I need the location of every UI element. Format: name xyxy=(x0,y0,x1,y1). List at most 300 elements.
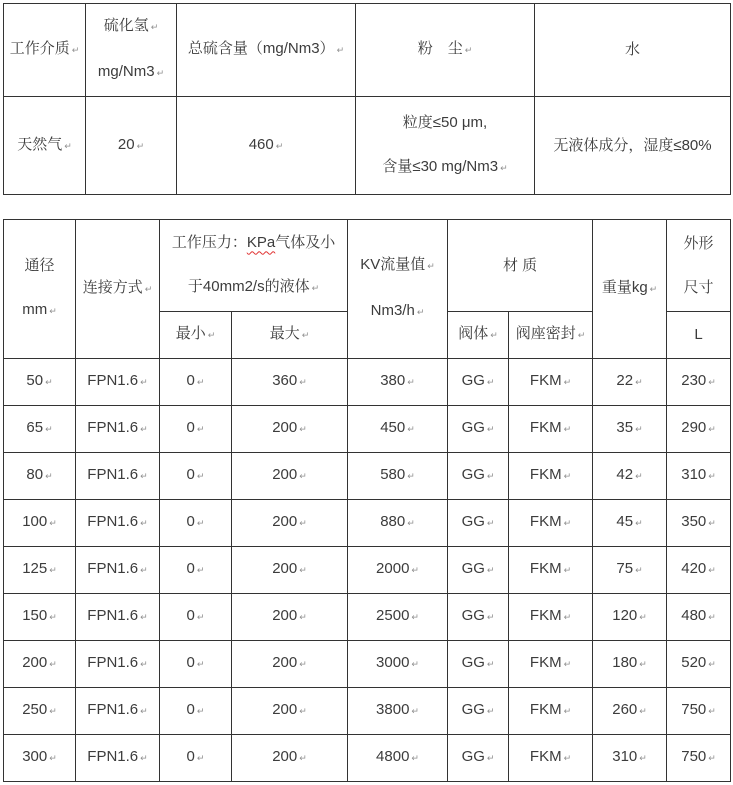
paragraph-mark-icon: ↵ xyxy=(64,141,72,152)
spellcheck-underlined-text: KPa xyxy=(246,233,276,251)
cell-text: 880 xyxy=(380,513,406,530)
cell-text: L xyxy=(694,326,703,343)
paragraph-mark-icon: ↵ xyxy=(563,378,572,388)
cell-line xyxy=(160,688,231,734)
spec-data-cell xyxy=(232,359,348,406)
paragraph-mark-icon: ↵ xyxy=(49,519,57,529)
cell-line xyxy=(160,547,231,593)
spec-data-cell xyxy=(667,688,731,735)
spec-data-cell xyxy=(667,547,731,594)
cell-text: 380 xyxy=(380,372,406,389)
cell-text: 150 xyxy=(22,607,48,624)
spec-data-cell xyxy=(593,547,667,594)
cell-line xyxy=(448,244,592,288)
paragraph-mark-icon: ↵ xyxy=(635,378,643,388)
cell-text: 200 xyxy=(272,419,298,436)
paragraph-mark-icon: ↵ xyxy=(299,566,307,576)
cell-text: 0 xyxy=(186,419,195,436)
cell-text: 42 xyxy=(616,466,634,483)
spec-data-cell xyxy=(348,359,448,406)
cell-line xyxy=(348,641,447,687)
paragraph-mark-icon: ↵ xyxy=(416,308,425,318)
spec-data-cell xyxy=(232,735,348,782)
spec-data-cell xyxy=(232,453,348,500)
spec-data-cell xyxy=(348,453,448,500)
cell-line xyxy=(160,312,231,358)
spec-data-cell xyxy=(509,594,593,641)
header-cell-diameter xyxy=(4,220,76,359)
cell-line xyxy=(593,453,666,499)
spec-data-cell xyxy=(4,547,76,594)
cell-line xyxy=(448,641,508,687)
spec-data-cell xyxy=(232,500,348,547)
spec-data-cell xyxy=(4,500,76,547)
cell-text: 2000 xyxy=(376,560,410,577)
cell-text: 75 xyxy=(616,560,634,577)
header-cell-material xyxy=(448,220,593,312)
paragraph-mark-icon: ↵ xyxy=(196,425,205,435)
cell-line xyxy=(535,28,730,72)
spec-data-cell xyxy=(76,735,160,782)
paragraph-mark-icon: ↵ xyxy=(71,46,80,56)
spec-data-row xyxy=(4,453,731,500)
spec-data-cell xyxy=(232,688,348,735)
paragraph-mark-icon: ↵ xyxy=(563,425,572,435)
spec-data-cell xyxy=(160,500,232,547)
spec-data-row xyxy=(4,500,731,547)
paragraph-mark-icon: ↵ xyxy=(563,613,572,623)
spec-data-cell xyxy=(667,500,731,547)
paragraph-mark-icon: ↵ xyxy=(196,378,205,388)
paragraph-mark-icon: ↵ xyxy=(639,613,647,623)
paragraph-mark-icon: ↵ xyxy=(407,378,415,388)
paragraph-mark-icon: ↵ xyxy=(486,613,495,623)
cell-text: 3800 xyxy=(376,701,410,718)
header-cell-min xyxy=(160,312,232,359)
cell-text: 0 xyxy=(186,560,195,577)
cell-line xyxy=(509,735,592,781)
cell-line xyxy=(76,359,159,405)
header-cell-dust xyxy=(356,4,535,97)
cell-text: 阀座密封 xyxy=(515,325,576,342)
cell-line xyxy=(232,406,347,452)
cell-text: 80 xyxy=(26,466,44,483)
spec-data-row xyxy=(4,406,731,453)
cell-line xyxy=(448,453,508,499)
paragraph-mark-icon: ↵ xyxy=(140,472,148,482)
paragraph-mark-icon: ↵ xyxy=(275,141,284,152)
cell-text: mg/Nm3 xyxy=(97,63,155,80)
paragraph-mark-icon: ↵ xyxy=(140,378,148,388)
cell-line xyxy=(667,359,730,405)
cell-line xyxy=(348,289,447,335)
cell-text: 4800 xyxy=(376,748,410,765)
cell-line xyxy=(667,313,730,357)
paragraph-mark-icon: ↵ xyxy=(299,472,307,482)
paragraph-mark-icon: ↵ xyxy=(639,707,647,717)
spec-data-cell xyxy=(593,500,667,547)
cell-line xyxy=(4,594,75,640)
spec-data-row xyxy=(4,359,731,406)
header-cell-working-pressure xyxy=(160,220,348,312)
paragraph-mark-icon: ↵ xyxy=(635,566,643,576)
spec-data-cell xyxy=(76,500,160,547)
paragraph-mark-icon: ↵ xyxy=(140,425,148,435)
paragraph-mark-icon: ↵ xyxy=(196,754,205,764)
paragraph-mark-icon: ↵ xyxy=(411,660,419,670)
cell-line xyxy=(4,27,85,73)
spec-data-cell xyxy=(509,547,593,594)
cell-line xyxy=(232,688,347,734)
paragraph-mark-icon: ↵ xyxy=(196,472,205,482)
spec-data-cell xyxy=(76,406,160,453)
cell-line xyxy=(160,641,231,687)
paragraph-mark-icon: ↵ xyxy=(299,519,307,529)
spec-data-cell xyxy=(348,688,448,735)
cell-line xyxy=(76,594,159,640)
paragraph-mark-icon: ↵ xyxy=(563,472,572,482)
paragraph-mark-icon: ↵ xyxy=(639,754,647,764)
cell-text: FPN1.6 xyxy=(87,419,139,436)
spec-data-cell xyxy=(160,359,232,406)
paragraph-mark-icon: ↵ xyxy=(486,378,495,388)
cell-text: FKM xyxy=(529,372,562,389)
cell-line xyxy=(593,735,666,781)
cell-text: 450 xyxy=(380,419,406,436)
cell-text: 200 xyxy=(22,654,48,671)
cell-line xyxy=(86,50,176,96)
cell-line xyxy=(667,500,730,546)
cell-text: 65 xyxy=(26,419,44,436)
cell-text: 工作压力： xyxy=(171,233,247,251)
header-cell-connection xyxy=(76,220,160,359)
medium-table-data-row xyxy=(4,97,731,195)
spec-data-cell xyxy=(448,547,509,594)
cell-text: 天然气 xyxy=(17,135,63,153)
cell-line xyxy=(667,406,730,452)
spec-data-cell xyxy=(509,359,593,406)
cell-line xyxy=(509,641,592,687)
spec-header-row-1 xyxy=(4,220,731,312)
cell-text: 310 xyxy=(681,466,707,483)
paragraph-mark-icon: ↵ xyxy=(708,425,716,435)
spec-data-cell xyxy=(509,500,593,547)
cell-line xyxy=(667,266,730,310)
paragraph-mark-icon: ↵ xyxy=(150,23,159,33)
paragraph-mark-icon: ↵ xyxy=(708,378,716,388)
cell-text: FKM xyxy=(529,513,562,530)
cell-text: FKM xyxy=(529,466,562,483)
paragraph-mark-icon: ↵ xyxy=(708,472,716,482)
spec-data-cell xyxy=(593,735,667,782)
paragraph-mark-icon: ↵ xyxy=(577,331,586,341)
cell-text: 120 xyxy=(612,607,638,624)
cell-line xyxy=(348,500,447,546)
medium-table-header-row xyxy=(4,4,731,97)
spec-data-cell xyxy=(348,547,448,594)
cell-line xyxy=(356,27,534,73)
spec-data-cell xyxy=(4,641,76,688)
spec-data-cell xyxy=(593,359,667,406)
cell-text: FPN1.6 xyxy=(87,748,139,765)
cell-text: 硫化氢 xyxy=(103,17,149,34)
cell-text: FPN1.6 xyxy=(87,513,139,530)
cell-text: 外形 xyxy=(683,234,714,252)
paragraph-mark-icon: ↵ xyxy=(563,660,572,670)
cell-medium-value xyxy=(4,97,86,195)
spec-table-body xyxy=(4,359,731,782)
spec-data-cell xyxy=(509,735,593,782)
cell-line xyxy=(509,500,592,546)
spec-data-cell xyxy=(160,688,232,735)
paragraph-mark-icon: ↵ xyxy=(196,519,205,529)
cell-text: 125 xyxy=(22,560,48,577)
spec-data-cell xyxy=(160,641,232,688)
paragraph-mark-icon: ↵ xyxy=(136,141,145,152)
cell-text: 750 xyxy=(681,701,707,718)
cell-text: 工作介质 xyxy=(9,40,70,57)
paragraph-mark-icon: ↵ xyxy=(411,754,419,764)
spec-data-cell xyxy=(509,453,593,500)
cell-line xyxy=(593,406,666,452)
spec-data-cell xyxy=(4,688,76,735)
spec-data-cell xyxy=(448,735,509,782)
paragraph-mark-icon: ↵ xyxy=(336,46,345,56)
cell-text: FPN1.6 xyxy=(87,372,139,389)
cell-text: 290 xyxy=(681,419,707,436)
cell-line xyxy=(509,453,592,499)
cell-text: 总硫含量（mg/Nm3） xyxy=(187,40,335,57)
paragraph-mark-icon: ↵ xyxy=(708,660,716,670)
cell-line xyxy=(232,735,347,781)
cell-text: FPN1.6 xyxy=(87,607,139,624)
cell-line xyxy=(509,312,592,358)
spec-data-cell xyxy=(4,359,76,406)
cell-text: 100 xyxy=(22,513,48,530)
cell-line xyxy=(4,359,75,405)
header-cell-h2s xyxy=(86,4,177,97)
spec-data-cell xyxy=(667,453,731,500)
spec-data-cell xyxy=(509,406,593,453)
spec-data-cell xyxy=(667,406,731,453)
cell-total-sulfur-value xyxy=(177,97,356,195)
paragraph-mark-icon: ↵ xyxy=(299,425,307,435)
cell-text: 230 xyxy=(681,372,707,389)
cell-line xyxy=(667,547,730,593)
cell-text: 重量kg xyxy=(601,279,648,296)
cell-text: FPN1.6 xyxy=(87,466,139,483)
cell-text: 50 xyxy=(26,372,44,389)
cell-line xyxy=(177,27,355,73)
working-medium-table xyxy=(3,3,731,195)
cell-line xyxy=(593,641,666,687)
spec-data-cell xyxy=(232,594,348,641)
cell-text: 200 xyxy=(272,466,298,483)
cell-text: FKM xyxy=(529,701,562,718)
paragraph-mark-icon: ↵ xyxy=(49,566,57,576)
cell-line xyxy=(509,406,592,452)
paragraph-mark-icon: ↵ xyxy=(486,754,495,764)
cell-text: 480 xyxy=(681,607,707,624)
paragraph-mark-icon: ↵ xyxy=(45,472,53,482)
paragraph-mark-icon: ↵ xyxy=(299,378,307,388)
cell-line xyxy=(356,145,534,191)
cell-text: KV流量值 xyxy=(360,256,426,273)
paragraph-mark-icon: ↵ xyxy=(486,566,495,576)
cell-line xyxy=(232,453,347,499)
paragraph-mark-icon: ↵ xyxy=(196,660,205,670)
spec-data-cell xyxy=(448,500,509,547)
cell-text: 200 xyxy=(272,701,298,718)
cell-text: 0 xyxy=(186,654,195,671)
paragraph-mark-icon: ↵ xyxy=(49,754,57,764)
spec-data-cell xyxy=(593,688,667,735)
spec-data-cell xyxy=(76,359,160,406)
paragraph-mark-icon: ↵ xyxy=(635,425,643,435)
cell-line xyxy=(160,221,347,265)
cell-text: 0 xyxy=(186,466,195,483)
paragraph-mark-icon: ↵ xyxy=(407,519,415,529)
cell-text: 最小 xyxy=(175,325,206,342)
paragraph-mark-icon: ↵ xyxy=(635,519,643,529)
spec-data-row xyxy=(4,641,731,688)
spec-data-cell xyxy=(4,735,76,782)
cell-text: FKM xyxy=(529,607,562,624)
spec-data-cell xyxy=(448,406,509,453)
paragraph-mark-icon: ↵ xyxy=(196,566,205,576)
paragraph-mark-icon: ↵ xyxy=(427,262,435,272)
cell-text: GG xyxy=(461,513,485,530)
cell-line xyxy=(448,500,508,546)
cell-line xyxy=(4,735,75,781)
cell-text: 35 xyxy=(616,419,634,436)
spec-data-cell xyxy=(76,594,160,641)
paragraph-mark-icon: ↵ xyxy=(140,660,148,670)
cell-text: 310 xyxy=(612,748,638,765)
cell-line xyxy=(76,266,159,312)
cell-line xyxy=(509,688,592,734)
cell-text: 200 xyxy=(272,513,298,530)
cell-text: 尺寸 xyxy=(683,278,714,296)
cell-text: GG xyxy=(461,372,485,389)
cell-text: 520 xyxy=(681,654,707,671)
cell-text: 360 xyxy=(272,372,298,389)
cell-text: FKM xyxy=(529,748,562,765)
paragraph-mark-icon: ↵ xyxy=(563,519,572,529)
cell-line xyxy=(160,735,231,781)
spec-data-row xyxy=(4,688,731,735)
cell-text: 420 xyxy=(681,560,707,577)
cell-text: 22 xyxy=(616,372,634,389)
cell-line xyxy=(4,123,85,169)
paragraph-mark-icon: ↵ xyxy=(49,613,57,623)
paragraph-mark-icon: ↵ xyxy=(299,660,307,670)
spec-data-cell xyxy=(76,547,160,594)
paragraph-mark-icon: ↵ xyxy=(45,425,53,435)
cell-text: 3000 xyxy=(376,654,410,671)
paragraph-mark-icon: ↵ xyxy=(156,69,165,79)
cell-text: FPN1.6 xyxy=(87,701,139,718)
header-cell-total-sulfur xyxy=(177,4,356,97)
cell-text: 0 xyxy=(186,748,195,765)
cell-line xyxy=(160,406,231,452)
spec-data-cell xyxy=(4,594,76,641)
cell-line xyxy=(160,594,231,640)
spec-data-cell xyxy=(509,641,593,688)
spec-data-cell xyxy=(448,688,509,735)
paragraph-mark-icon: ↵ xyxy=(563,754,572,764)
cell-water-value xyxy=(535,97,731,195)
spec-data-cell xyxy=(667,594,731,641)
cell-text: 350 xyxy=(681,513,707,530)
cell-line xyxy=(232,547,347,593)
spec-data-cell xyxy=(348,641,448,688)
cell-line xyxy=(160,500,231,546)
spec-data-cell xyxy=(448,594,509,641)
cell-text: 45 xyxy=(616,513,634,530)
paragraph-mark-icon: ↵ xyxy=(486,660,495,670)
cell-line xyxy=(593,266,666,312)
cell-line xyxy=(4,244,75,288)
cell-text: 无液体成分，湿度≤80% xyxy=(553,136,712,154)
cell-line xyxy=(4,288,75,334)
cell-line xyxy=(232,641,347,687)
spec-data-cell xyxy=(160,406,232,453)
header-cell-length-l xyxy=(667,312,731,359)
cell-text: FPN1.6 xyxy=(87,560,139,577)
cell-line xyxy=(509,594,592,640)
spec-data-cell xyxy=(4,406,76,453)
paragraph-mark-icon: ↵ xyxy=(500,163,508,174)
cell-text: 阀体 xyxy=(458,325,489,342)
spec-data-cell xyxy=(76,641,160,688)
paragraph-mark-icon: ↵ xyxy=(486,425,495,435)
cell-line xyxy=(448,547,508,593)
cell-line xyxy=(86,123,176,169)
cell-line xyxy=(448,406,508,452)
cell-line xyxy=(76,641,159,687)
cell-line xyxy=(76,547,159,593)
cell-line xyxy=(4,547,75,593)
cell-h2s-value xyxy=(86,97,177,195)
cell-line xyxy=(4,688,75,734)
paragraph-mark-icon: ↵ xyxy=(311,283,320,294)
paragraph-mark-icon: ↵ xyxy=(299,613,307,623)
cell-text: 750 xyxy=(681,748,707,765)
cell-line xyxy=(356,101,534,145)
cell-line xyxy=(667,453,730,499)
spec-data-cell xyxy=(232,641,348,688)
cell-line xyxy=(160,265,347,311)
cell-text: FKM xyxy=(529,654,562,671)
cell-line xyxy=(535,124,730,168)
paragraph-mark-icon: ↵ xyxy=(708,613,716,623)
spec-data-cell xyxy=(448,641,509,688)
cell-line xyxy=(593,547,666,593)
cell-text: 材 质 xyxy=(502,256,538,274)
cell-line xyxy=(593,500,666,546)
valve-spec-table xyxy=(3,219,731,782)
paragraph-mark-icon: ↵ xyxy=(207,331,216,341)
paragraph-mark-icon: ↵ xyxy=(196,613,205,623)
cell-line xyxy=(4,453,75,499)
cell-text: 连接方式 xyxy=(82,279,143,296)
paragraph-mark-icon: ↵ xyxy=(649,285,658,295)
paragraph-mark-icon: ↵ xyxy=(486,707,495,717)
cell-text: 200 xyxy=(272,748,298,765)
cell-text: FPN1.6 xyxy=(87,654,139,671)
header-cell-dimensions xyxy=(667,220,731,312)
